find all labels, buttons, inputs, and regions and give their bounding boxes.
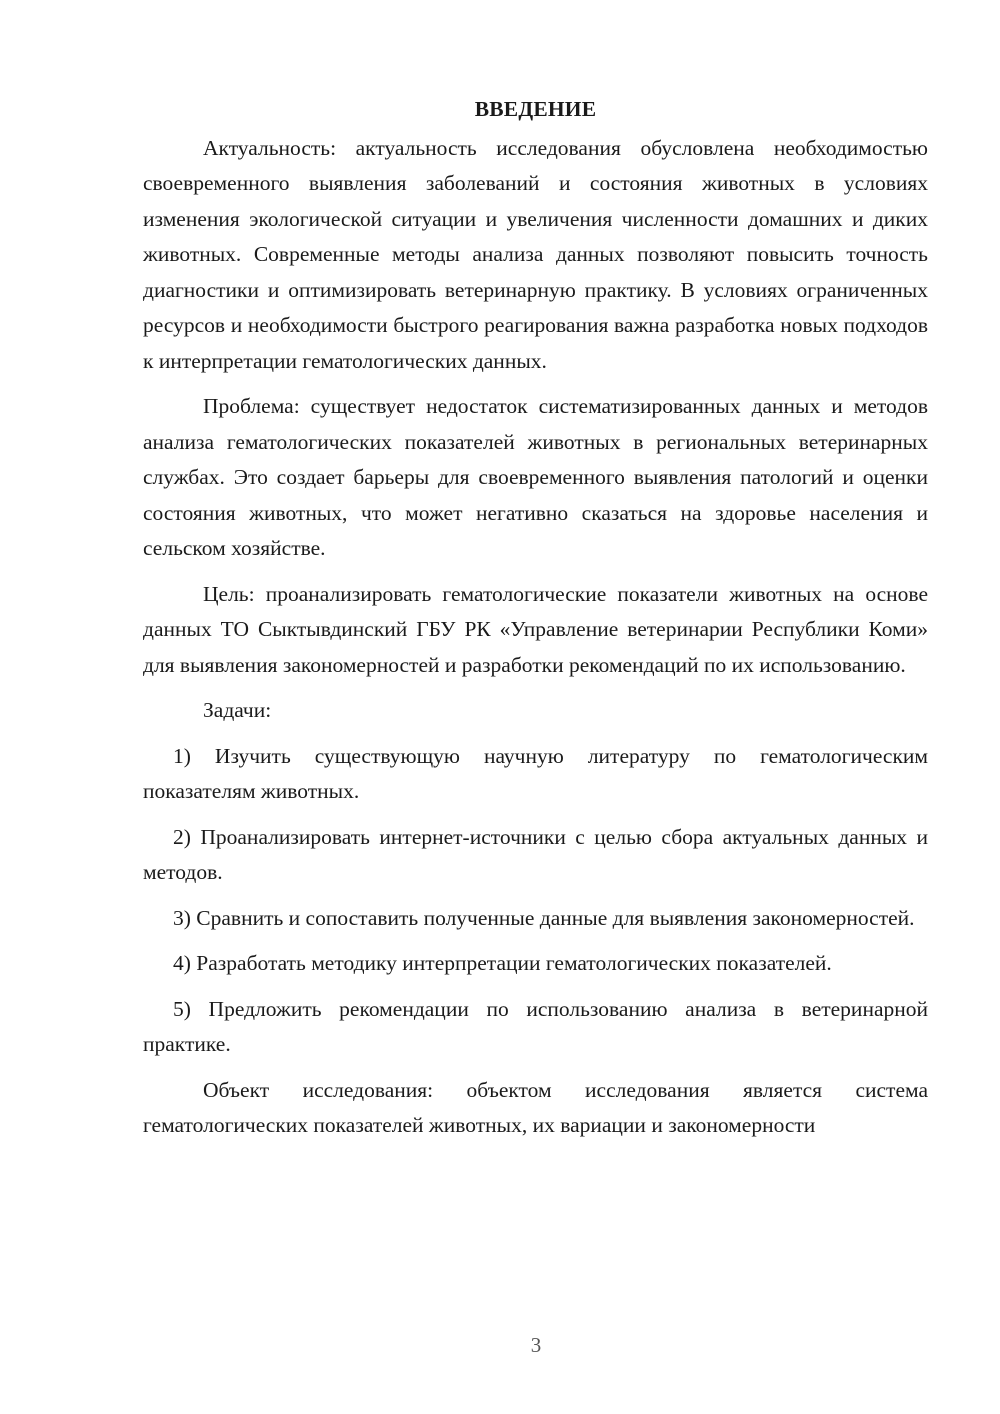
task-item-2: 2) Проанализировать интернет-источники с целью сбора актуальных данных и методов. <box>143 824 928 884</box>
paragraph-object: Объект исследования: объектом исследования является система гематологических показателей животных, их вариации и закономерности <box>143 1077 928 1137</box>
task-item-5: 5) Предложить рекомендации по использованию анализа в ветеринарной практике. <box>143 996 928 1056</box>
task-item-4: 4) Разработать методику интерпретации гематологических показателей. <box>173 951 832 975</box>
paragraph-relevance: Актуальность: актуальность исследования обусловлена необходимостью своевременного выявления заболеваний и состояния животных в условиях изменения экологической ситуации и увеличения численности домашних и диких животных. Современные методы анализа данных позволяют повысить точность диагностики и оптимизировать ветеринарную практику. В условиях ограниченных ресурсов и необходимости быстрого реагирования важна разработка новых подходов к интерпретации гематологических данных. <box>143 135 928 373</box>
page-number: 3 <box>530 1333 542 1357</box>
paragraph-problem: Проблема: существует недостаток систематизированных данных и методов анализа гематологических показателей животных в региональных ветеринарных службах. Это создает барьеры для своевременного выявления патологий и оценки состояния животных, что может негативно сказаться на здоровье населения и сельском хозяйстве. <box>143 394 928 560</box>
tasks-heading: Задачи: <box>203 698 272 722</box>
paragraph-goal: Цель: проанализировать гематологические показатели животных на основе данных ТО Сыктывдинский ГБУ РК «Управление ветеринарии Республики Коми» для выявления закономерностей и разработки рекомендаций по их использованию. <box>143 581 928 677</box>
task-item-3: 3) Сравнить и сопоставить полученные данные для выявления закономерностей. <box>173 905 915 930</box>
page-content <box>143 92 928 1154</box>
section-title: ВВЕДЕНИЕ <box>474 97 597 121</box>
task-item-1: 1) Изучить существующую научную литературу по гематологическим показателям животных. <box>143 743 928 803</box>
